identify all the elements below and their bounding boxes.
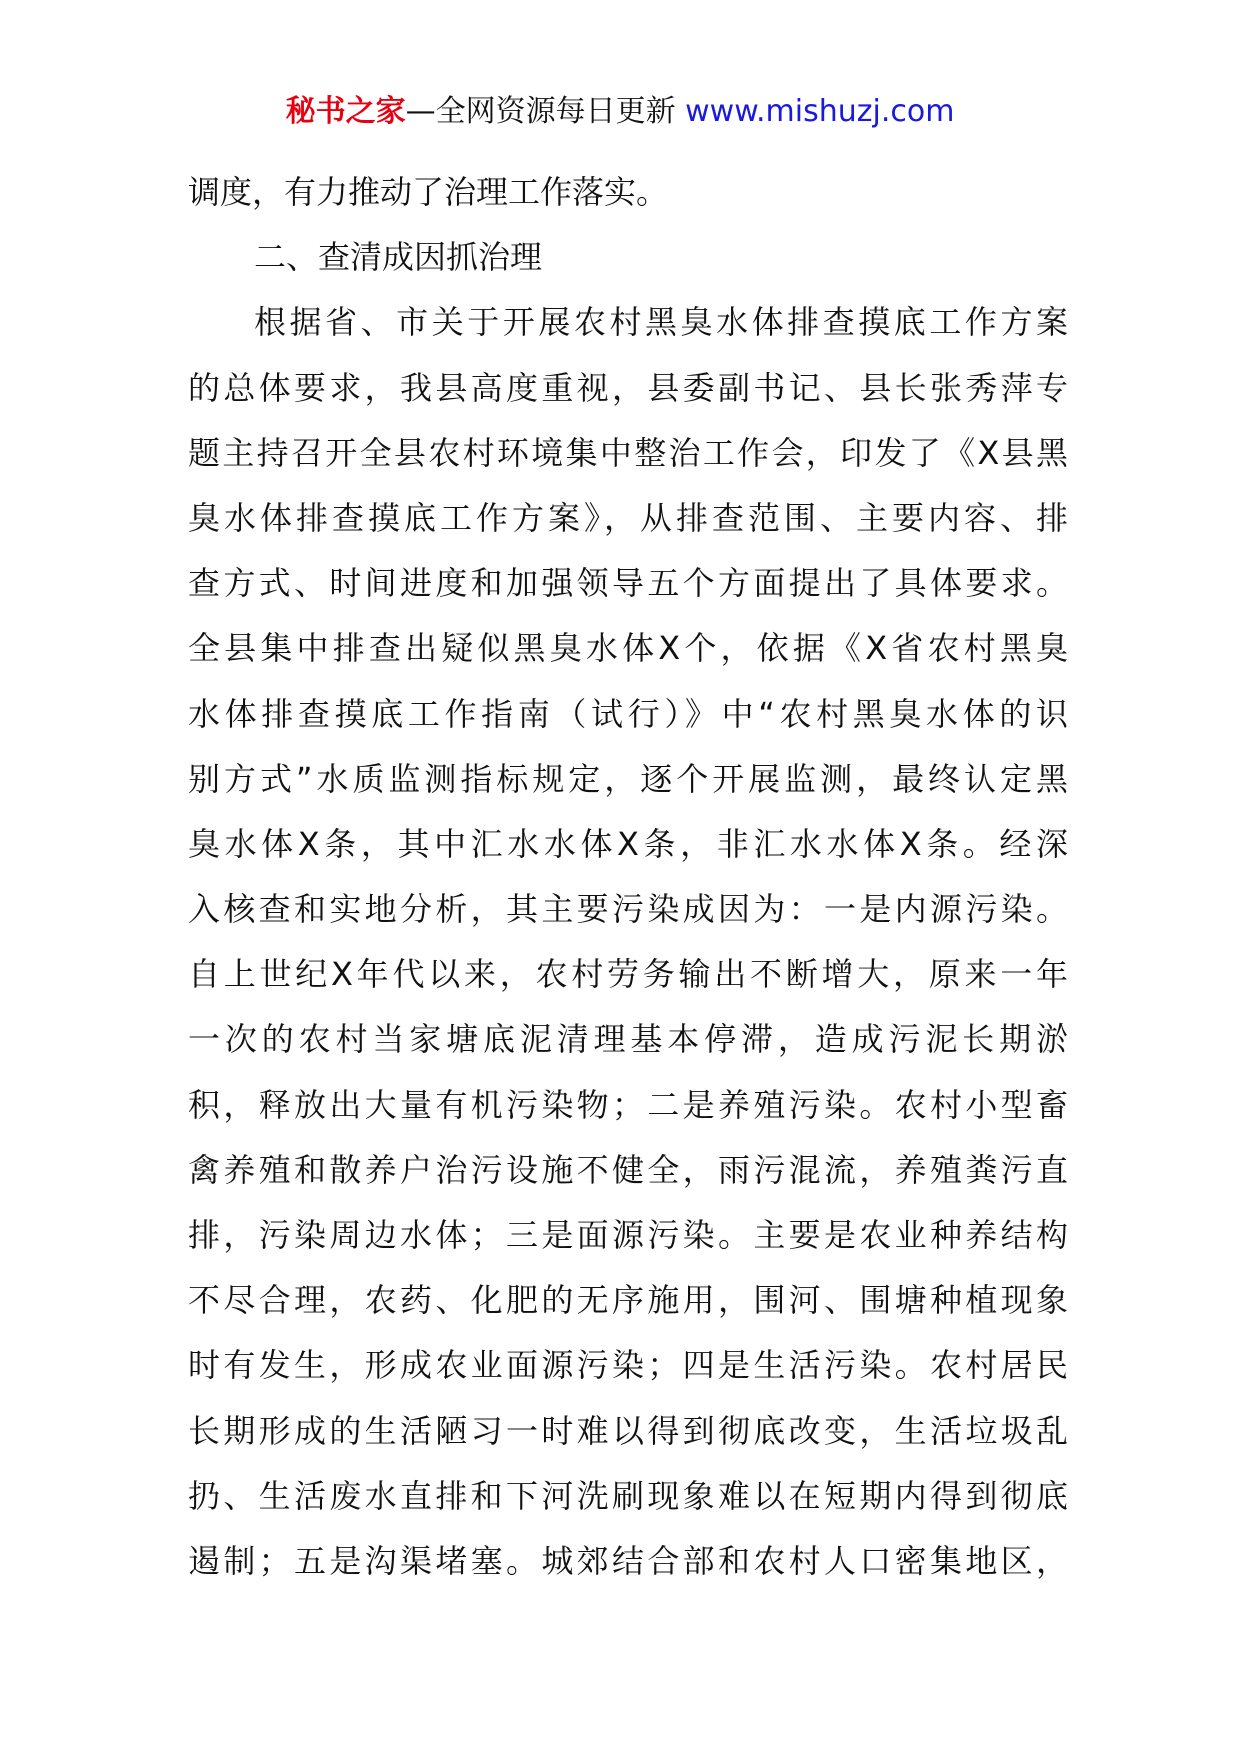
text-line: 臭水体X条，其中汇水水体X条，非汇水水体X条。经深 — [188, 824, 1068, 863]
text-line: 臭水体排查摸底工作方案》，从排查范围、主要内容、排 — [188, 498, 1068, 537]
text-line: 禽养殖和散养户治污设施不健全，雨污混流，养殖粪污直 — [188, 1150, 1068, 1189]
site-url-link[interactable]: www.mishuzj.com — [685, 94, 955, 129]
text-line: 查方式、时间进度和加强领导五个方面提出了具体要求。 — [188, 564, 1068, 603]
section-heading: 二、查清成因抓治理 — [254, 238, 543, 277]
text-line: 排，污染周边水体；三是面源污染。主要是农业种养结构 — [188, 1216, 1068, 1254]
page-header — [0, 92, 1240, 132]
text-line: 时有发生，形成农业面源污染；四是生活污染。农村居民 — [188, 1346, 1068, 1385]
text-line: 长期形成的生活陋习一时难以得到彻底改变，生活垃圾乱 — [188, 1411, 1068, 1450]
text-line: 遏制；五是沟渠堵塞。城郊结合部和农村人口密集地区， — [188, 1541, 1068, 1580]
brand-name: 秘书之家 — [285, 94, 406, 129]
text-line: 题主持召开全县农村环境集中整治工作会，印发了《X县黑 — [188, 433, 1068, 472]
text-line: 水体排查摸底工作指南（试行）》中“农村黑臭水体的识 — [188, 694, 1068, 733]
text-line: 一次的农村当家塘底泥清理基本停滞，造成污泥长期淤 — [188, 1020, 1068, 1059]
text-line: 全县集中排查出疑似黑臭水体X个，依据《X省农村黑臭 — [188, 629, 1068, 668]
text-line: 自上世纪X年代以来，农村劳务输出不断增大，原来一年 — [188, 955, 1068, 994]
document-body — [188, 160, 1068, 1594]
text-line: 调度，有力推动了治理工作落实。 — [188, 173, 669, 211]
text-line: 别方式”水质监测指标规定，逐个开展监测，最终认定黑 — [188, 759, 1068, 798]
text-line: 的总体要求，我县高度重视，县委副书记、县长张秀萍专 — [188, 368, 1068, 407]
text-line: 根据省、市关于开展农村黑臭水体排查摸底工作方案 — [254, 303, 1068, 342]
text-line: 积，释放出大量有机污染物；二是养殖污染。农村小型畜 — [188, 1085, 1068, 1124]
text-line: 入核查和实地分析，其主要污染成因为：一是内源污染。 — [188, 890, 1068, 929]
header-tagline: —全网资源每日更新 — [405, 94, 676, 129]
text-line: 扔、生活废水直排和下河洗刷现象难以在短期内得到彻底 — [188, 1476, 1068, 1515]
text-line: 不尽合理，农药、化肥的无序施用，围河、围塘种植现象 — [188, 1281, 1068, 1320]
